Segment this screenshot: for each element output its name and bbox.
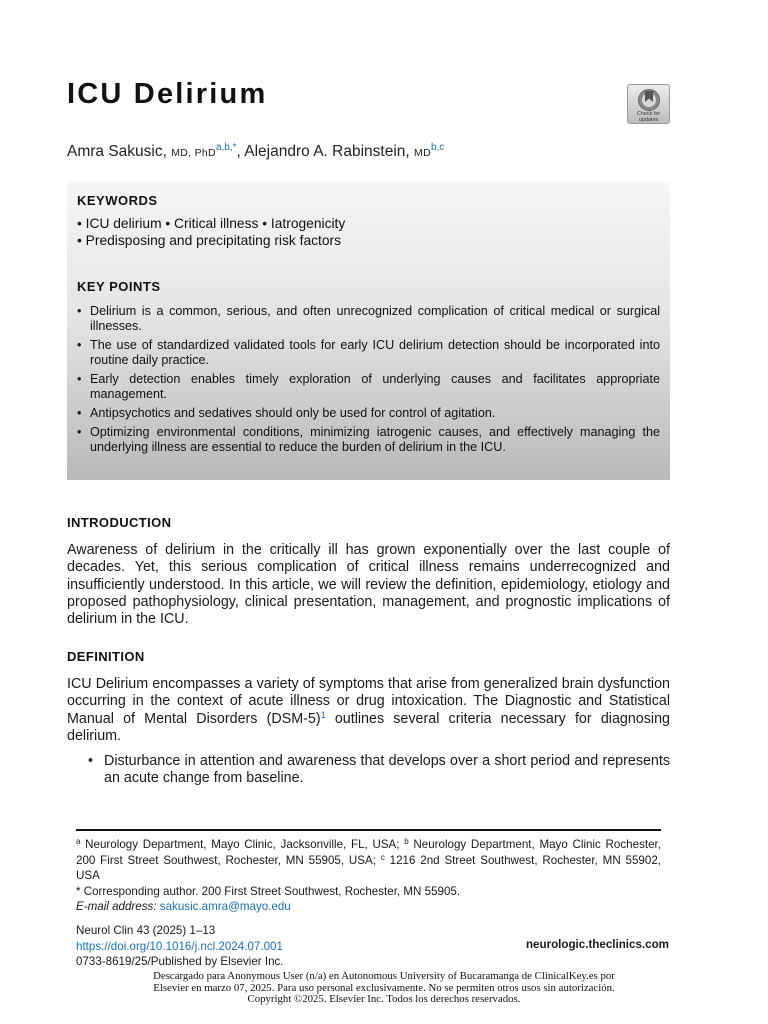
affiliations [76, 837, 661, 884]
key-point-item: • Optimizing environmental conditions, minimizing iatrogenic causes, and effectively managing the underlying illness are essential to reduce the burden of delirium in the ICU. [77, 425, 660, 455]
keywords-line-2: • Predisposing and precipitating risk factors [77, 233, 342, 248]
email-line [76, 899, 661, 915]
keywords-heading: KEYWORDS [77, 193, 158, 208]
reference-1-link[interactable]: 1 [320, 709, 326, 720]
affiliation-a-mark: a [76, 837, 81, 846]
affiliation-c-mark: c [380, 852, 385, 862]
key-point-item: • Antipsychotics and sedatives should only be used for control of agitation. [77, 406, 660, 421]
definition-text-2: outlines several criteria necessary for diagnosing delirium. [67, 710, 670, 744]
email-label: E-mail address: [76, 900, 157, 913]
key-points-list [77, 304, 660, 459]
author-2-degree: MD [414, 147, 431, 159]
journal-citation: Neurol Clin 43 (2025) 1–13 [76, 924, 216, 937]
affiliation-b: Neurology Department, Mayo Clinic Rochester, 200 First Street Southwest, Rochester, MN 55905, USA; [76, 838, 661, 867]
keywords-keypoints-box [67, 182, 670, 480]
author-1-name: Amra Sakusic, [67, 143, 172, 160]
author-2-affiliation-link[interactable]: b,c [430, 142, 445, 153]
affiliation-a: Neurology Department, Mayo Clinic, Jacksonville, FL, USA; [80, 838, 405, 851]
key-point-item: • Delirium is a common, serious, and often unrecognized complication of critical medical or surgical illnesses. [77, 304, 660, 334]
bullet-dot: • [88, 753, 94, 769]
check-for-updates-button[interactable] [627, 84, 670, 124]
affiliation-b-mark: b [404, 837, 409, 846]
key-point-item: • Early detection enables timely exploration of underlying causes and facilitates appropriate management. [77, 372, 660, 402]
definition-paragraph [67, 676, 670, 745]
author-1-affiliation-link[interactable]: a,b,* [215, 142, 237, 153]
definition-bullet [88, 753, 670, 788]
corresponding-author: * Corresponding author. 200 First Street Southwest, Rochester, MN 55905. [76, 884, 461, 898]
author-line [67, 143, 444, 161]
author-2-name: , Alejandro A. Rabinstein, [236, 143, 415, 160]
introduction-paragraph: Awareness of delirium in the critically ill has grown exponentially over the last couple of decades. Yet, this serious complication of critical illness remains underrecognized and insufficiently understood. In this article, we will review the definition, epidemiology, etiology and proposed pathophysiology, clinical presentation, management, and prognostic implications of delirium in the ICU. [67, 542, 670, 628]
affiliation-footnotes [76, 837, 661, 915]
definition-bullet-text: Disturbance in attention and awareness that develops over a short period and represents an acute change from baseline. [104, 753, 670, 787]
check-for-updates-label: Check for updates [636, 111, 661, 123]
crossmark-icon [636, 88, 662, 112]
definition-text-1: ICU Delirium encompasses a variety of symptoms that arise from generalized brain dysfunction occurring in the context of acute illness or drug intoxication. The Diagnostic and Statistical Manual of Mental Disorders (DSM-5) [67, 676, 670, 727]
affiliation-c: 1216 2nd Street Southwest, Rochester, MN 55902, USA [76, 853, 661, 882]
author-1-degree: MD, PhD [171, 147, 216, 159]
article-title: ICU Delirium [67, 78, 268, 110]
keywords-line-1: • ICU delirium • Critical illness • Iatrogenicity [77, 216, 346, 231]
download-notice: Descargado para Anonymous User (n/a) en Autonomous University of Bucaramanga de ClinicalKey.es por Elsevier en marzo 07, 2025. Para uso personal exclusivamente. No se permiten otros usos sin autorización. Copyright ©2025. Elsevier Inc. Todos los derechos reservados. [153, 970, 615, 1006]
definition-heading: DEFINITION [67, 649, 145, 664]
issn-line: 0733-8619/25/Published by Elsevier Inc. [76, 955, 284, 968]
email-link[interactable]: sakusic.amra@mayo.edu [159, 900, 291, 913]
doi-link[interactable]: https://doi.org/10.1016/j.ncl.2024.07.001 [76, 939, 283, 953]
journal-info [76, 923, 284, 970]
key-points-heading: KEY POINTS [77, 279, 161, 294]
journal-site-link[interactable]: neurologic.theclinics.com [525, 938, 669, 951]
footnote-divider [76, 829, 661, 831]
key-point-item: • The use of standardized validated tools for early ICU delirium detection should be incorporated into routine daily practice. [77, 338, 660, 368]
introduction-heading: INTRODUCTION [67, 515, 172, 530]
